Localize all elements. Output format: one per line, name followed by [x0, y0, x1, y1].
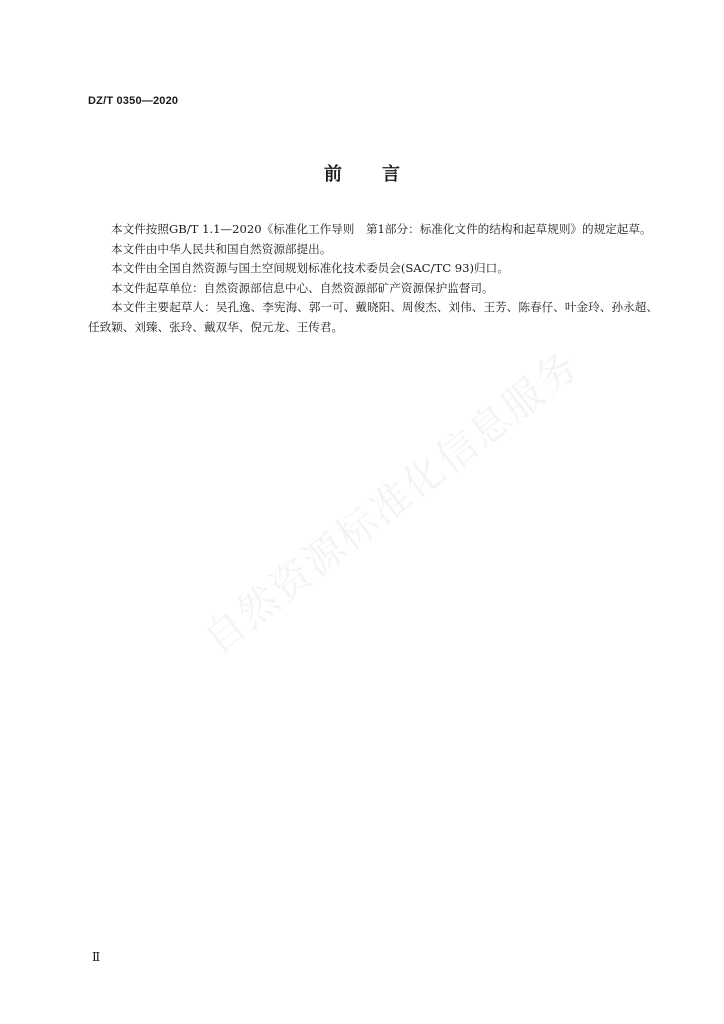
paragraph-drafting-units: 本文件起草单位：自然资源部信息中心、自然资源部矿产资源保护监督司。 [111, 280, 494, 295]
paragraph-proposer: 本文件由中华人民共和国自然资源部提出。 [111, 241, 332, 256]
page-number: Ⅱ [92, 950, 101, 964]
title-char-1: 前 [324, 164, 342, 185]
foreword-body [88, 220, 658, 337]
paragraph-drafters: 本文件主要起草人：吴孔逸、李宪海、郭一可、戴晓阳、周俊杰、刘伟、王芳、陈春仔、叶金玲、孙永超、任致颖、刘臻、张玲、戴双华、倪元龙、王传君。 [88, 300, 658, 334]
page-title [0, 160, 724, 186]
paragraph-committee: 本文件由全国自然资源与国土空间规划标准化技术委员会(SAC/TC 93)归口。 [111, 261, 509, 275]
paragraph-drafting-basis: 本文件按照GB/T 1.1—2020《标准化工作导则 第1部分：标准化文件的结构和起草规则》的规定起草。 [111, 222, 652, 236]
watermark [190, 336, 589, 665]
title-char-2: 言 [382, 164, 400, 185]
standard-code: DZ/T 0350—2020 [88, 95, 179, 107]
